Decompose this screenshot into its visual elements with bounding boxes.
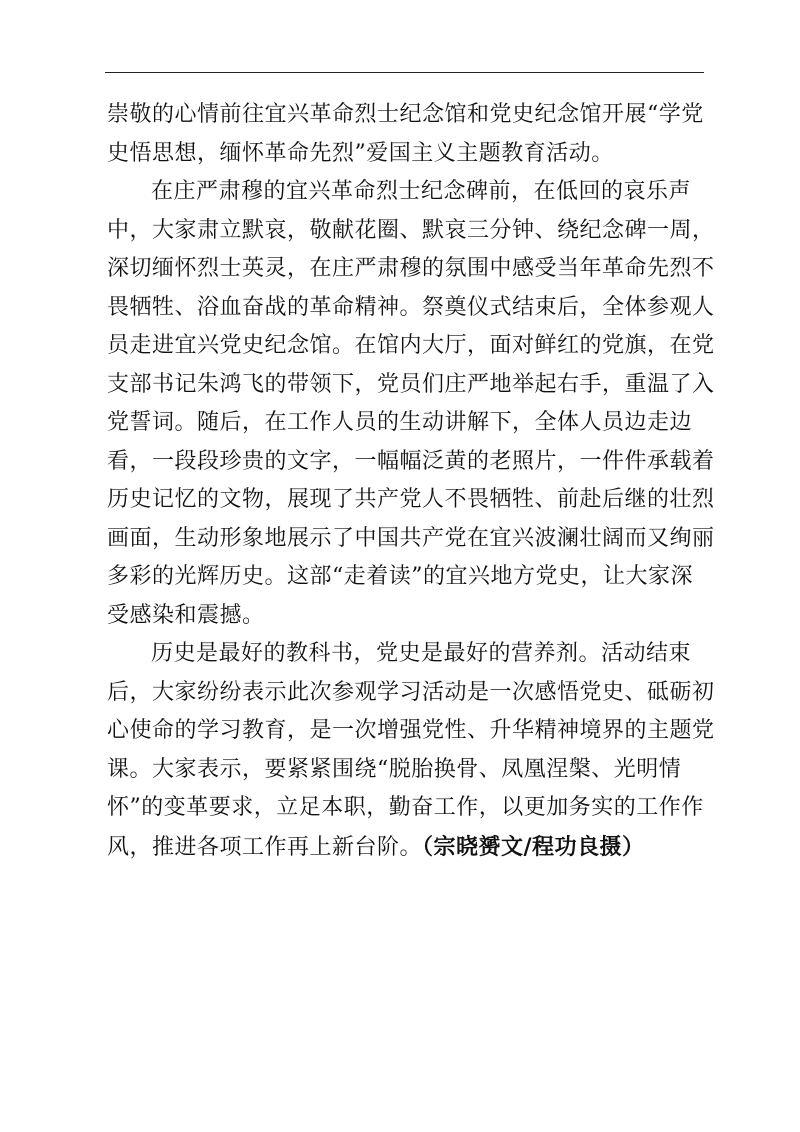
text-line: 画面，生动形象地展示了中国共产党在宜兴波澜壮阔而又绚丽: [107, 525, 715, 551]
paragraph-3: [107, 635, 715, 867]
text-line: 历史是最好的教科书，党史是最好的营养剂。活动结束: [151, 641, 692, 666]
paragraph-2: [107, 173, 715, 635]
text-line: 畏牺牲、浴血奋战的革命精神。祭奠仪式结束后，全体参观人: [107, 294, 715, 320]
byline: （宗晓赟文/程功良摄）: [422, 833, 645, 860]
text-line: 心使命的学习教育，是一次增强党性、升华精神境界的主题党: [107, 718, 715, 743]
text-line: 在庄严肃穆的宜兴革命烈士纪念碑前，在低回的哀乐声: [151, 179, 692, 204]
text-line: 受感染和震撼。: [107, 602, 265, 628]
text-line: 多彩的光辉历史。这部“走着读”的宜兴地方党史，让大家深: [107, 564, 693, 589]
text-line: 怀”的变革要求，立足本职，勤奋工作，以更加务实的工作作: [107, 795, 704, 820]
text-line-last: [107, 828, 707, 868]
text-line: 史悟思想，缅怀革命先烈”爱国主义主题教育活动。: [107, 140, 614, 166]
text-line: 中，大家肃立默哀，敬献花圈、默哀三分钟、绕纪念碑一周，: [107, 217, 715, 243]
body-text: [107, 96, 715, 867]
text-line: 看，一段段珍贵的文字，一幅幅泛黄的老照片，一件件承载着: [107, 448, 715, 474]
text-line: 党誓词。随后，在工作人员的生动讲解下，全体人员边走边: [107, 410, 693, 435]
text-line: 支部书记朱鸿飞的带领下，党员们庄严地举起右手，重温了入: [107, 371, 715, 397]
text-line: 员走进宜兴党史纪念馆。在馆内大厅，面对鲜红的党旗，在党: [107, 333, 715, 358]
text-line: 深切缅怀烈士英灵，在庄严肃穆的氛围中感受当年革命先烈不: [107, 256, 715, 281]
text-line: 历史记忆的文物，展现了共产党人不畏牺牲、前赴后继的壮烈: [107, 487, 715, 512]
text-line: 后，大家纷纷表示此次参观学习活动是一次感悟党史、砥砺初: [107, 679, 715, 705]
paragraph-1: [107, 96, 707, 173]
closing-text: 风，推进各项工作再上新台阶。: [107, 834, 423, 860]
text-line: 崇敬的心情前往宜兴革命烈士纪念馆和党史纪念馆开展“学党: [107, 102, 704, 127]
text-line: 课。大家表示，要紧紧围绕“脱胎换骨、凤凰涅槃、光明情: [107, 756, 682, 782]
header-rule: [105, 72, 704, 73]
